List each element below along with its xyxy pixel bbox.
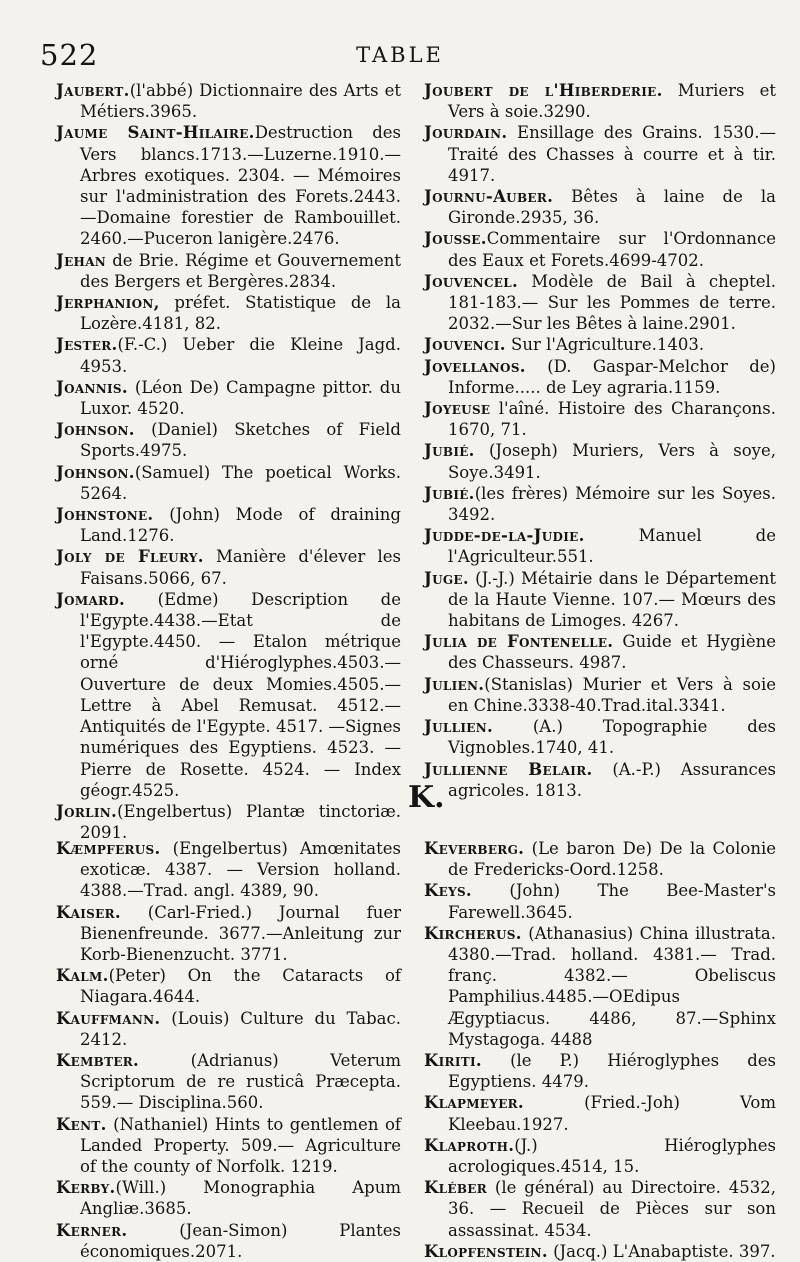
entry-name: Klopfenstein. — [424, 1241, 548, 1261]
entry-name: Keys. — [424, 881, 472, 901]
entry-name: Jehan — [56, 250, 107, 270]
index-entry — [56, 504, 401, 546]
entry-text: (Stanislas) Murier et Vers à soie en Chine.3338-40.Trad.ital.3341. — [448, 674, 776, 715]
entry-text: (Jean-Simon) Plantes économiques.2071. — [80, 1220, 401, 1261]
index-entry — [424, 334, 776, 355]
entry-text: Modèle de Bail à cheptel. 181-183.— Sur les Pommes de terre. 2032.—Sur les Bêtes à laine.2901. — [448, 271, 776, 334]
page-heading: TABLE — [356, 43, 444, 67]
index-entry — [424, 525, 776, 567]
entry-text: (Léon De) Campagne pittor. du Luxor. 4520. — [80, 377, 401, 419]
entry-name: Julien. — [424, 674, 485, 694]
index-entry — [56, 589, 401, 801]
entry-name: Joubert de l'Hiberderie. — [424, 81, 663, 100]
index-entry — [424, 759, 776, 801]
entry-name: Jerphanion, — [56, 293, 160, 313]
entry-text: (Le baron De) De la Colonie de Fredericks-Oord.1258. — [448, 839, 776, 880]
entry-text: (Adrianus) Veterum Scriptorum de re rusticâ Præcepta. 559.— Disciplina.560. — [80, 1051, 401, 1113]
entry-text: (Peter) On the Cataracts of Niagara.4644. — [80, 966, 401, 1007]
index-entry — [56, 80, 401, 122]
entry-text: (F.-C.) Ueber die Kleine Jagd. 4953. — [80, 335, 401, 376]
entry-name: Jullienne Belair. — [424, 759, 593, 779]
index-entry — [424, 186, 776, 228]
index-entry — [424, 356, 776, 398]
entry-text: préfet. Statistique de la Lozère.4181, 82. — [80, 293, 401, 334]
entry-text: (Athanasius) China illustrata. 4380.—Trad. holland. 4381.— Trad. franç. 4382.— Obeliscus Pamphilius.4485.—OEdipus Ægyptiacus. 4486, 87.—Sphinx Mystagoga. 4488 — [448, 923, 776, 1049]
entry-name: Jorlin. — [56, 801, 118, 821]
index-entry — [424, 716, 776, 758]
entry-text: Sur l'Agriculture.1403. — [505, 335, 705, 355]
entry-text: (Joseph) Muriers, Vers à soye, Soye.3491. — [448, 441, 776, 482]
index-entry — [56, 377, 401, 419]
right-column-bottom — [424, 838, 776, 1262]
entry-text: (Fried.-Joh) Vom Kleebau.1927. — [448, 1093, 776, 1134]
index-entry — [56, 1220, 401, 1262]
page-number: 522 — [40, 38, 99, 72]
index-entry — [56, 902, 401, 966]
index-entry — [56, 1008, 401, 1050]
entry-text: (Engelbertus) Plantæ tinctoriæ. 2091. — [80, 801, 401, 843]
entry-text: (Jacq.) L'Anabaptiste. 397. — [547, 1241, 776, 1261]
index-entry — [424, 122, 776, 186]
left-column-bottom — [56, 838, 401, 1262]
entry-name: Jousse. — [424, 229, 487, 249]
entry-name: Jouvenci. — [424, 335, 506, 355]
entry-name: Jester. — [56, 335, 118, 355]
entry-name: Kiriti. — [424, 1051, 482, 1071]
index-entry — [56, 1050, 401, 1114]
entry-name: Kaiser. — [56, 902, 121, 922]
entry-text: Manière d'élever les Faisans.5066, 67. — [80, 547, 401, 588]
entry-text: (John) The Bee-Master's Farewell.3645. — [448, 881, 776, 922]
entry-text: (Will.) Monographia Apum Angliæ.3685. — [80, 1178, 401, 1219]
entry-text: l'aîné. Histoire des Charançons. 1670, 71. — [448, 399, 776, 440]
entry-name: Kæmpferus. — [56, 839, 161, 858]
index-entry — [424, 228, 776, 270]
index-entry — [56, 838, 401, 902]
entry-name: Klapmeyer. — [424, 1093, 524, 1113]
entry-name: Johnstone. — [56, 505, 154, 525]
index-entry — [424, 1241, 776, 1262]
entry-name: Keverberg. — [424, 839, 525, 858]
index-entry — [424, 271, 776, 335]
index-entry — [56, 334, 401, 376]
left-column-top — [56, 80, 401, 843]
entry-name: Kircherus. — [424, 923, 522, 943]
entry-name: Klaproth. — [424, 1135, 515, 1155]
entry-text: (le général) au Directoire. 4532, 36. — Recueil de Pièces sur son assassinat. 4534. — [448, 1178, 776, 1240]
entry-text: (Louis) Culture du Tabac. 2412. — [80, 1008, 401, 1049]
index-entry — [56, 419, 401, 461]
entry-text: Bêtes à laine de la Gironde.2935, 36. — [448, 187, 776, 228]
entry-text: (A.) Topographie des Vignobles.1740, 41. — [448, 717, 776, 758]
entry-name: Jouvencel. — [424, 271, 519, 291]
entry-text: (Engelbertus) Amœnitates exoticæ. 4387. — Version holland. 4388.—Trad. angl. 4389, 90. — [80, 839, 401, 901]
right-column-top — [424, 80, 776, 801]
entry-name: Jullien. — [424, 717, 494, 737]
entry-name: Julia de Fontenelle. — [424, 632, 614, 652]
entry-text: (J.) Hiéroglyphes acrologiques.4514, 15. — [448, 1135, 776, 1177]
index-entry — [424, 631, 776, 673]
entry-text: (Nathaniel) Hints to gentlemen of Landed Property. 509.— Agriculture of the county of Norfolk. 1219. — [80, 1114, 401, 1177]
entry-text: (les frères) Mémoire sur les Soyes. 3492. — [448, 483, 776, 525]
index-entry — [424, 80, 776, 122]
entry-name: Joyeuse — [424, 399, 491, 419]
entry-text: Ensillage des Grains. 1530.— Traité des Chasses à courre et à tir. 4917. — [448, 123, 776, 185]
index-entry — [424, 1092, 776, 1134]
entry-name: Jubié. — [424, 483, 475, 503]
entry-name: Jaume Saint-Hilaire. — [56, 123, 255, 143]
index-entry — [56, 1114, 401, 1178]
entry-text: (Samuel) The poetical Works. 5264. — [80, 462, 401, 503]
entry-name: Jaubert. — [56, 81, 130, 100]
entry-text: (A.-P.) Assurances agricoles. 1813. — [448, 759, 777, 800]
section-letter: K. — [408, 780, 445, 815]
entry-name: Jourdain. — [424, 123, 508, 143]
entry-name: Kent. — [56, 1114, 107, 1134]
entry-name: Jubié. — [424, 441, 475, 461]
index-entry — [424, 880, 776, 922]
index-entry — [56, 250, 401, 292]
entry-text: (D. Gaspar-Melchor de) Informe..... de Ley agraria.1159. — [448, 356, 776, 397]
index-entry — [424, 923, 776, 1050]
entry-name: Johnson. — [56, 420, 135, 440]
entry-name: Journu-Auber. — [424, 187, 554, 207]
index-entry — [56, 292, 401, 334]
entry-text: Guide et Hygiène des Chasseurs. 4987. — [448, 632, 776, 673]
entry-text: (le P.) Hiéroglyphes des Egyptiens. 4479. — [448, 1051, 776, 1092]
entry-text: (Edme) Description de l'Egypte.4438.—Etat de l'Egypte.4450. — Etalon métrique orné d'Hiéroglyphes.4503.—Ouverture de deux Momies.4505.—Lettre à Abel Remusat. 4512.—Antiquités de l'Egypte. 4517. —Signes numériques des Egyptiens. 4523. — Pierre de Rosette. 4524. — Index géogr.4525. — [80, 589, 401, 800]
entry-name: Jomard. — [56, 589, 126, 609]
entry-name: Kembter. — [56, 1051, 140, 1071]
index-entry — [424, 1135, 776, 1177]
index-entry — [424, 1177, 776, 1241]
entry-text: (John) Mode of draining Land.1276. — [80, 505, 401, 546]
entry-text: Commentaire sur l'Ordonnance des Eaux et Forets.4699-4702. — [448, 229, 776, 270]
entry-text: (J.-J.) Métairie dans le Département de la Haute Vienne. 107.— Mœurs des habitans de Limoges. 4267. — [448, 568, 776, 631]
entry-name: Kalm. — [56, 966, 109, 986]
index-entry — [424, 674, 776, 716]
entry-name: Johnson. — [56, 462, 135, 482]
entry-text: (l'abbé) Dictionnaire des Arts et Métiers.3965. — [80, 81, 401, 122]
entry-text: de Brie. Régime et Gouvernement des Bergers et Bergères.2834. — [80, 250, 401, 291]
index-entry — [424, 568, 776, 632]
index-entry — [56, 462, 401, 504]
index-entry — [424, 838, 776, 880]
index-entry — [56, 546, 401, 588]
entry-name: Joannis. — [56, 377, 128, 397]
index-entry — [424, 483, 776, 525]
index-entry — [56, 1177, 401, 1219]
entry-name: Jovellanos. — [424, 356, 526, 376]
index-entry — [424, 398, 776, 440]
index-entry — [56, 801, 401, 843]
entry-name: Kerby. — [56, 1178, 116, 1198]
entry-text: Destruction des Vers blancs.1713.—Luzerne.1910.— Arbres exotiques. 2304. — Mémoires sur l'administration des Forets.2443. —Domaine forestier de Rambouillet. 2460.—Puceron lanigère.2476. — [80, 123, 401, 249]
entry-text: Manuel de l'Agriculteur.551. — [448, 526, 776, 567]
index-entry — [424, 1050, 776, 1092]
entry-name: Judde-de-la-Judie. — [424, 526, 585, 546]
index-entry — [56, 122, 401, 249]
entry-name: Juge. — [424, 568, 469, 588]
index-entry — [56, 965, 401, 1007]
entry-name: Kléber — [424, 1178, 487, 1198]
entry-name: Joly de Fleury. — [56, 547, 204, 567]
index-entry — [424, 440, 776, 482]
entry-text: (Carl-Fried.) Journal fuer Bienenfreunde. 3677.—Anleitung zur Korb-Bienenzucht. 3771. — [80, 902, 401, 965]
entry-text: Muriers et Vers à soie.3290. — [448, 81, 776, 122]
entry-text: (Daniel) Sketches of Field Sports.4975. — [80, 420, 401, 461]
entry-name: Kerner. — [56, 1220, 128, 1240]
entry-name: Kauffmann. — [56, 1008, 161, 1028]
